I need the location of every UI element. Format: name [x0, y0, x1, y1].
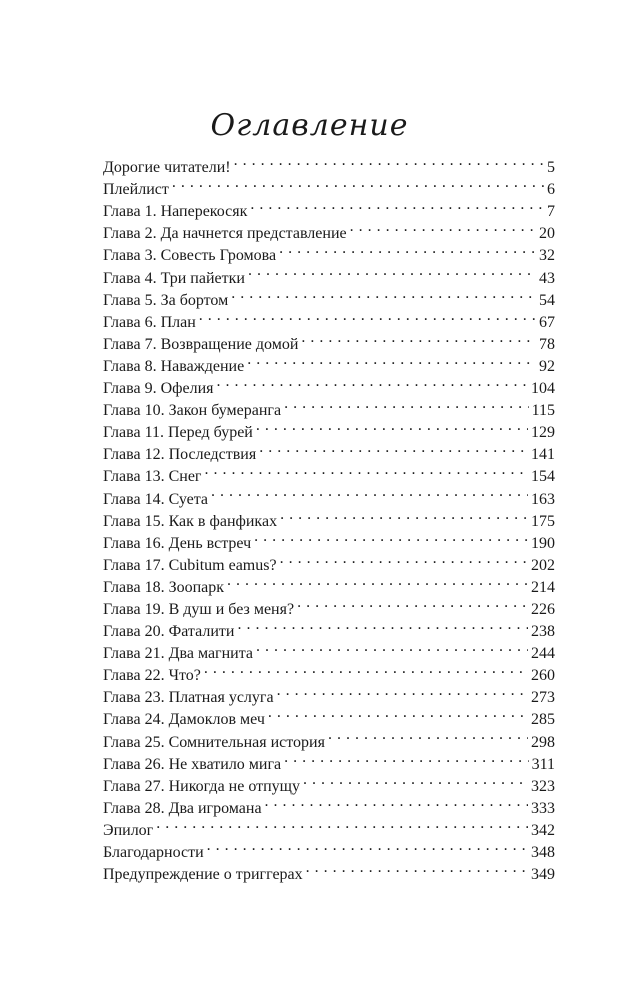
toc-entry-label: Глава 10. Закон бумеранга [103, 402, 282, 420]
toc-dot-leader [237, 614, 528, 636]
toc-entry-page-number: 260 [531, 667, 555, 685]
toc-dot-leader [204, 658, 528, 680]
toc-dot-leader [284, 747, 528, 769]
toc-entry-label: Глава 14. Суета [103, 490, 209, 508]
toc-entry-label: Глава 6. План [103, 313, 196, 331]
toc-dot-leader [280, 548, 528, 570]
toc-dot-leader [199, 305, 536, 327]
toc-entry-page-number: 115 [531, 402, 555, 420]
toc-dot-leader [279, 238, 536, 260]
toc-entry-page-number: 67 [539, 313, 555, 331]
toc-entry-page-number: 141 [531, 446, 555, 464]
toc-entry-page-number: 92 [539, 357, 555, 375]
toc-dot-leader [207, 835, 528, 857]
toc-entry-label: Глава 22. Что? [103, 667, 201, 685]
toc-dot-leader [254, 526, 528, 548]
toc-entry-label: Глава 19. В душ и без меня? [103, 600, 295, 618]
toc-entry-page-number: 175 [531, 512, 555, 530]
toc-entry-label: Глава 5. За бортом [103, 291, 229, 309]
toc-entry [103, 194, 555, 221]
toc-entry-label: Глава 20. Фаталити [103, 623, 235, 641]
toc-entry-page-number: 154 [531, 468, 555, 486]
page-title: Оглавление [210, 108, 409, 143]
toc-entry-page-number: 20 [539, 225, 555, 243]
toc-dot-leader [248, 260, 536, 282]
toc-dot-leader [284, 393, 529, 415]
toc-entry-page-number: 32 [539, 247, 555, 265]
table-of-contents [103, 150, 555, 884]
toc-dot-leader [247, 349, 536, 371]
toc-dot-leader [306, 857, 528, 879]
toc-dot-leader [217, 371, 528, 393]
toc-entry-label: Глава 11. Перед бурей [103, 424, 253, 442]
toc-entry-label: Благодарности [103, 844, 204, 861]
toc-dot-leader [265, 791, 528, 813]
toc-dot-leader [303, 769, 528, 791]
toc-entry-label: Глава 25. Сомнительная история [103, 733, 325, 751]
toc-entry-page-number: 163 [531, 490, 555, 508]
toc-entry-label: Глава 18. Зоопарк [103, 578, 225, 596]
toc-entry-page-number: 348 [531, 844, 555, 861]
toc-entry-label: Глава 9. Офелия [103, 380, 214, 398]
toc-entry-label: Глава 16. День встреч [103, 534, 252, 552]
toc-entry-page-number: 202 [531, 556, 555, 574]
toc-entry-label: Глава 7. Возвращение домой [103, 335, 299, 353]
toc-dot-leader [234, 150, 544, 172]
toc-entry-label: Плейлист [103, 181, 169, 199]
toc-dot-leader [250, 194, 544, 216]
toc-dot-leader [301, 327, 536, 349]
toc-entry [103, 835, 555, 861]
toc-entry-page-number: 226 [531, 600, 555, 618]
toc-entry-label: Глава 28. Два игромана [103, 799, 262, 817]
toc-entry-label: Эпилог [103, 821, 154, 839]
toc-entry-page-number: 78 [539, 335, 555, 353]
toc-dot-leader [227, 570, 528, 592]
toc-entry-page-number: 323 [531, 777, 555, 795]
toc-entry-label: Глава 26. Не хватило мига [103, 755, 282, 773]
toc-dot-leader [204, 459, 528, 481]
toc-entry-label: Глава 2. Да начнется представление [103, 225, 347, 243]
toc-entry-page-number: 238 [531, 623, 555, 641]
toc-entry-page-number: 333 [531, 799, 555, 817]
toc-dot-leader [231, 283, 536, 305]
toc-entry-label: Глава 15. Как в фанфиках [103, 512, 278, 530]
toc-dot-leader [256, 415, 528, 437]
toc-entry [103, 813, 555, 839]
toc-entry-label: Глава 27. Никогда не отпущу [103, 777, 300, 795]
toc-dot-leader [268, 702, 528, 724]
toc-entry-page-number: 285 [531, 711, 555, 729]
toc-dot-leader [172, 172, 544, 194]
toc-entry-label: Глава 1. Наперекосяк [103, 203, 248, 221]
toc-entry-page-number: 349 [531, 866, 555, 884]
toc-dot-leader [297, 592, 528, 614]
toc-entry-label: Глава 4. Три пайетки [103, 269, 245, 287]
toc-entry-page-number: 190 [531, 534, 555, 552]
toc-entry-page-number: 6 [547, 181, 555, 199]
toc-entry-page-number: 214 [531, 578, 555, 596]
toc-entry-page-number: 311 [531, 755, 555, 773]
toc-entry-page-number: 273 [531, 689, 555, 707]
toc-entry-label: Глава 24. Дамоклов меч [103, 711, 265, 729]
toc-entry-page-number: 244 [531, 645, 555, 663]
toc-entry-page-number: 54 [539, 291, 555, 309]
toc-dot-leader [211, 481, 528, 503]
toc-entry-page-number: 7 [547, 203, 555, 221]
toc-entry-label: Дорогие читатели! [103, 159, 231, 177]
toc-entry-label: Глава 13. Снег [103, 468, 202, 486]
toc-dot-leader [156, 813, 528, 835]
toc-entry-page-number: 43 [539, 269, 555, 287]
toc-dot-leader [328, 724, 528, 746]
toc-dot-leader [277, 680, 528, 702]
toc-entry-label: Глава 23. Платная услуга [103, 689, 274, 707]
toc-dot-leader [280, 504, 528, 526]
toc-entry-label: Глава 21. Два магнита [103, 645, 254, 663]
toc-entry [103, 150, 555, 177]
toc-dot-leader [259, 437, 528, 459]
toc-entry-label: Глава 3. Совесть Громова [103, 247, 277, 265]
toc-entry-label: Глава 8. Наваждение [103, 357, 245, 375]
toc-entry-page-number: 104 [531, 380, 555, 398]
toc-entry-label: Предупреждение о триггерах [103, 866, 303, 884]
toc-dot-leader [256, 636, 528, 658]
toc-entry-label: Глава 12. Последствия [103, 446, 257, 464]
toc-entry-page-number: 298 [531, 733, 555, 751]
toc-entry-label: Глава 17. Cubitum eamus? [103, 556, 277, 574]
toc-entry-page-number: 129 [531, 424, 555, 442]
toc-dot-leader [350, 216, 536, 238]
toc-entry-page-number: 342 [531, 821, 555, 839]
toc-entry-page-number: 5 [547, 159, 555, 177]
